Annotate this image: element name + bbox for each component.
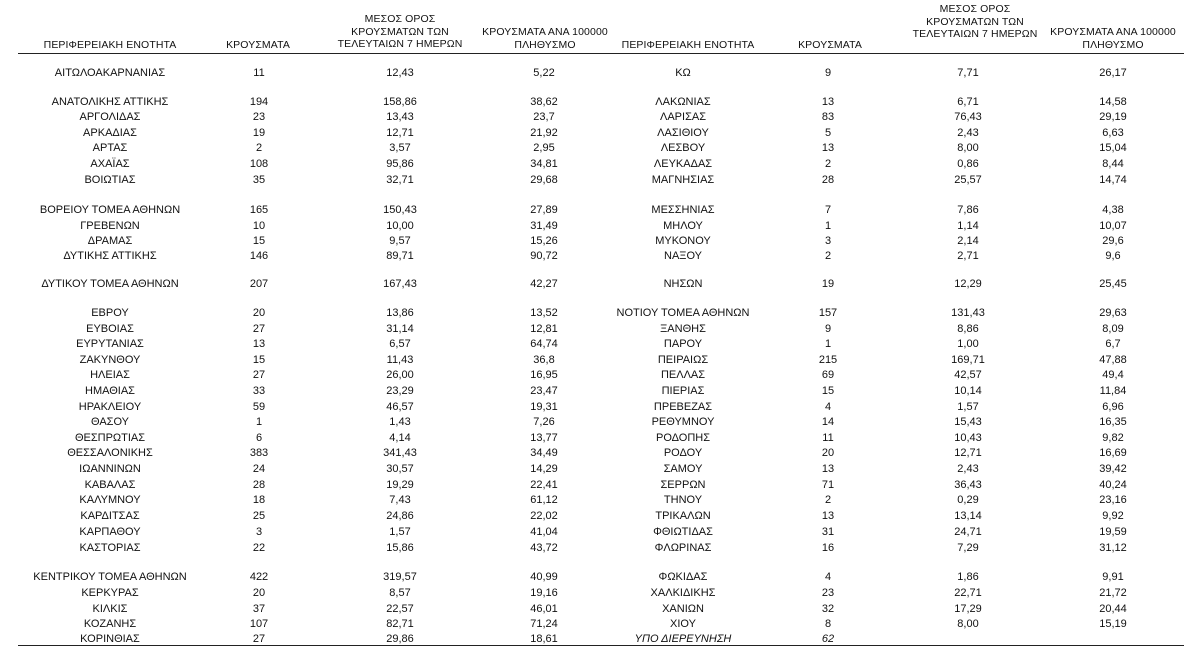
cell-cases: 69 (821, 369, 835, 381)
cell-cases: 3 (255, 526, 263, 538)
cell-avg7: 1,43 (389, 416, 411, 428)
cell-cases: 25 (252, 510, 266, 522)
cell-avg7: 89,71 (386, 250, 414, 262)
cell-cases: 13 (821, 463, 835, 475)
cell-per100k: 9,82 (1102, 432, 1124, 444)
cell-per100k: 15,04 (1099, 142, 1127, 154)
cell-per100k: 6,96 (1102, 401, 1124, 413)
cell-avg7: 6,57 (389, 338, 411, 350)
cell-per100k: 9,91 (1102, 571, 1124, 583)
cell-per100k: 16,69 (1099, 447, 1127, 459)
cell-cases: 19 (821, 278, 835, 290)
cell-avg7: 8,00 (957, 142, 979, 154)
cell-avg7: 46,57 (386, 401, 414, 413)
cell-avg7: 158,86 (383, 96, 417, 108)
cell-per100k: 20,44 (1099, 603, 1127, 615)
cell-per100k: 23,7 (533, 111, 555, 123)
cell-region: ΕΒΡΟΥ (91, 307, 129, 319)
cell-per100k: 41,04 (530, 526, 558, 538)
cell-cases: 18 (252, 494, 266, 506)
cell-cases: 22 (252, 542, 266, 554)
cell-cases: 83 (821, 111, 835, 123)
cell-cases: 15 (821, 385, 835, 397)
cell-region: ΑΡΤΑΣ (92, 142, 128, 154)
cell-cases: 10 (252, 220, 266, 232)
cell-avg7: 1,57 (389, 526, 411, 538)
header-region-right: ΠΕΡΙΦΕΡΕΙΑΚΗ ΕΝΟΤΗΤΑ (621, 39, 755, 51)
cell-avg7: 341,43 (383, 447, 417, 459)
cell-cases: 1 (824, 220, 832, 232)
cell-avg7: 2,14 (957, 235, 979, 247)
cell-avg7: 2,43 (957, 463, 979, 475)
cell-region: ΗΡΑΚΛΕΙΟΥ (78, 401, 142, 413)
header-cases-left: ΚΡΟΥΣΜΑΤΑ (226, 39, 290, 51)
cell-per100k: 43,72 (530, 542, 558, 554)
cell-cases: 2 (824, 158, 832, 170)
cell-cases: 20 (252, 307, 266, 319)
cell-region: ΦΘΙΩΤΙΔΑΣ (653, 526, 713, 538)
cell-avg7: 24,71 (954, 526, 982, 538)
cell-region: ΧΑΝΙΩΝ (662, 603, 704, 615)
cell-cases: 19 (252, 127, 266, 139)
cell-region: ΓΡΕΒΕΝΩΝ (80, 220, 140, 232)
cell-cases: 15 (252, 235, 266, 247)
cell-per100k: 8,44 (1102, 158, 1124, 170)
cell-region: ΥΠΟ ΔΙΕΡΕΥΝΗΣΗ (634, 633, 732, 645)
cell-cases: 16 (821, 542, 835, 554)
cell-per100k: 4,38 (1102, 204, 1124, 216)
cell-cases: 9 (824, 323, 832, 335)
cell-cases: 7 (824, 204, 832, 216)
cell-avg7: 13,14 (954, 510, 982, 522)
cell-region: ΜΑΓΝΗΣΙΑΣ (651, 174, 715, 186)
cell-avg7: 1,14 (957, 220, 979, 232)
cell-per100k: 23,47 (530, 385, 558, 397)
cell-cases: 422 (249, 571, 269, 583)
cell-avg7: 10,00 (386, 220, 414, 232)
cell-avg7: 1,86 (957, 571, 979, 583)
header-per100k-left: ΚΡΟΥΣΜΑΤΑ ΑΝΑ 100000 ΠΛΗΘΥΣΜΟ (482, 26, 608, 51)
cell-region: ΘΕΣΣΑΛΟΝΙΚΗΣ (67, 447, 153, 459)
cell-region: ΖΑΚΥΝΘΟΥ (79, 354, 141, 366)
cell-cases: 2 (255, 142, 263, 154)
cell-region: ΣΕΡΡΩΝ (660, 479, 706, 491)
cell-avg7: 4,14 (389, 432, 411, 444)
cell-avg7: 3,57 (389, 142, 411, 154)
cell-region: ΦΩΚΙΔΑΣ (658, 571, 708, 583)
cell-avg7: 12,71 (386, 127, 414, 139)
cell-per100k: 49,4 (1102, 369, 1124, 381)
cell-cases: 2 (824, 250, 832, 262)
cell-region: ΧΙΟΥ (670, 618, 696, 630)
cell-avg7: 12,43 (386, 67, 414, 79)
cell-per100k: 40,99 (530, 571, 558, 583)
cell-cases: 27 (252, 323, 266, 335)
cell-region: ΚΑΡΠΑΘΟΥ (79, 526, 141, 538)
cell-per100k: 90,72 (530, 250, 558, 262)
cell-cases: 27 (252, 633, 266, 645)
cell-per100k: 21,92 (530, 127, 558, 139)
cell-region: ΛΑΡΙΣΑΣ (659, 111, 707, 123)
cell-per100k: 16,95 (530, 369, 558, 381)
cell-per100k: 42,27 (530, 278, 558, 290)
cell-per100k: 11,84 (1099, 385, 1127, 397)
cell-region: ΛΑΚΩΝΙΑΣ (655, 96, 711, 108)
cell-region: ΚΟΡΙΝΘΙΑΣ (80, 633, 140, 645)
cell-cases: 24 (252, 463, 266, 475)
cell-per100k: 13,77 (530, 432, 558, 444)
cell-avg7: 82,71 (386, 618, 414, 630)
cell-cases: 9 (824, 67, 832, 79)
cell-avg7: 42,57 (954, 369, 982, 381)
cell-region: ΠΙΕΡΙΑΣ (661, 385, 705, 397)
cell-avg7: 29,86 (386, 633, 414, 645)
cell-avg7: 23,29 (386, 385, 414, 397)
cell-region: ΡΟΔΟΥ (663, 447, 703, 459)
cell-region: ΜΗΛΟΥ (663, 220, 703, 232)
cell-cases: 11 (253, 67, 265, 79)
cell-avg7: 12,71 (954, 447, 982, 459)
cell-region: ΝΑΞΟΥ (664, 250, 702, 262)
cell-region: ΚΕΝΤΡΙΚΟΥ ΤΟΜΕΑ ΑΘΗΝΩΝ (33, 571, 187, 583)
cell-cases: 383 (249, 447, 269, 459)
cell-region: ΙΩΑΝΝΙΝΩΝ (79, 463, 141, 475)
cell-avg7: 13,43 (386, 111, 414, 123)
cell-region: ΠΑΡΟΥ (663, 338, 703, 350)
cell-region: ΦΛΩΡΙΝΑΣ (654, 542, 712, 554)
cell-region: ΘΑΣΟΥ (90, 416, 130, 428)
cell-cases: 1 (824, 338, 832, 350)
cell-region: ΗΜΑΘΙΑΣ (85, 385, 135, 397)
cell-per100k: 16,35 (1099, 416, 1127, 428)
cell-region: ΛΕΣΒΟΥ (660, 142, 706, 154)
cell-cases: 23 (821, 587, 835, 599)
cell-region: ΘΕΣΠΡΩΤΙΑΣ (74, 432, 146, 444)
cell-region: ΗΛΕΙΑΣ (90, 369, 130, 381)
cell-cases: 28 (252, 479, 266, 491)
cell-per100k: 2,95 (533, 142, 555, 154)
cell-per100k: 47,88 (1099, 354, 1127, 366)
cell-cases: 107 (249, 618, 269, 630)
cell-avg7: 24,86 (386, 510, 414, 522)
cell-per100k: 61,12 (530, 494, 558, 506)
cell-avg7: 15,43 (954, 416, 982, 428)
cell-region: ΠΡΕΒΕΖΑΣ (653, 401, 713, 413)
cell-avg7: 167,43 (383, 278, 417, 290)
cell-avg7: 7,29 (957, 542, 979, 554)
cell-per100k: 34,81 (530, 158, 558, 170)
cell-avg7: 150,43 (383, 204, 417, 216)
cell-cases: 215 (818, 354, 838, 366)
cell-avg7: 7,86 (957, 204, 979, 216)
cell-region: ΚΟΖΑΝΗΣ (83, 618, 137, 630)
cell-per100k: 29,68 (530, 174, 558, 186)
cell-per100k: 25,45 (1099, 278, 1127, 290)
cell-avg7: 8,57 (389, 587, 411, 599)
cell-region: ΤΡΙΚΑΛΩΝ (655, 510, 711, 522)
cell-avg7: 6,71 (957, 96, 979, 108)
cell-region: ΑΡΚΑΔΙΑΣ (83, 127, 137, 139)
cell-avg7: 76,43 (954, 111, 982, 123)
cell-avg7: 8,00 (957, 618, 979, 630)
cell-region: ΠΕΛΛΑΣ (660, 369, 706, 381)
cell-cases: 4 (824, 571, 832, 583)
cell-region: ΚΑΣΤΟΡΙΑΣ (79, 542, 141, 554)
cell-avg7: 12,29 (954, 278, 982, 290)
cell-cases: 5 (824, 127, 832, 139)
cell-cases: 157 (818, 307, 838, 319)
cell-avg7: 9,57 (389, 235, 411, 247)
cell-per100k: 21,72 (1099, 587, 1127, 599)
cell-region: ΔΡΑΜΑΣ (87, 235, 133, 247)
cell-per100k: 22,41 (530, 479, 558, 491)
cell-region: ΚΑΡΔΙΤΣΑΣ (80, 510, 140, 522)
cell-per100k: 71,24 (530, 618, 558, 630)
cell-region: ΚΑΒΑΛΑΣ (84, 479, 136, 491)
cell-per100k: 39,42 (1099, 463, 1127, 475)
cell-avg7: 26,00 (386, 369, 414, 381)
cell-avg7: 32,71 (386, 174, 414, 186)
cell-per100k: 40,24 (1099, 479, 1127, 491)
cell-per100k: 6,63 (1102, 127, 1124, 139)
cell-cases: 1 (255, 416, 263, 428)
cell-per100k: 29,63 (1099, 307, 1127, 319)
cell-region: ΑΧΑΪΑΣ (90, 158, 130, 170)
cell-per100k: 18,61 (530, 633, 558, 645)
cell-per100k: 14,74 (1099, 174, 1127, 186)
cell-region: ΜΥΚΟΝΟΥ (655, 235, 711, 247)
cell-per100k: 46,01 (530, 603, 558, 615)
cell-cases: 33 (252, 385, 266, 397)
cell-cases: 3 (824, 235, 832, 247)
cell-region: ΑΙΤΩΛΟΑΚΑΡΝΑΝΙΑΣ (54, 67, 166, 79)
cell-per100k: 15,26 (530, 235, 558, 247)
cell-cases: 207 (249, 278, 269, 290)
cell-cases: 20 (821, 447, 835, 459)
cell-avg7: 1,57 (957, 401, 979, 413)
cell-cases: 108 (249, 158, 269, 170)
cell-region: ΞΑΝΘΗΣ (660, 323, 706, 335)
cell-cases: 165 (249, 204, 269, 216)
header-region-left: ΠΕΡΙΦΕΡΕΙΑΚΗ ΕΝΟΤΗΤΑ (43, 39, 177, 51)
cell-per100k: 12,81 (530, 323, 558, 335)
cell-avg7: 11,43 (386, 354, 414, 366)
cell-avg7: 13,86 (386, 307, 414, 319)
cell-per100k: 5,22 (533, 67, 555, 79)
cell-avg7: 319,57 (383, 571, 417, 583)
cell-cases: 71 (821, 479, 835, 491)
cell-per100k: 29,19 (1099, 111, 1127, 123)
cell-avg7: 131,43 (951, 307, 985, 319)
cell-avg7: 30,57 (386, 463, 414, 475)
cell-avg7: 25,57 (954, 174, 982, 186)
cell-avg7: 10,14 (954, 385, 982, 397)
bottom-rule (18, 645, 1184, 646)
cell-avg7: 36,43 (954, 479, 982, 491)
cell-per100k: 36,8 (533, 354, 555, 366)
cell-per100k: 15,19 (1099, 618, 1127, 630)
cell-per100k: 64,74 (530, 338, 558, 350)
cell-region: ΛΑΣΙΘΙΟΥ (657, 127, 709, 139)
cell-cases: 59 (252, 401, 266, 413)
cell-region: ΡΟΔΟΠΗΣ (655, 432, 711, 444)
cell-region: ΚΑΛΥΜΝΟΥ (79, 494, 141, 506)
cell-avg7: 8,86 (957, 323, 979, 335)
cell-cases: 6 (255, 432, 263, 444)
cell-per100k: 14,29 (530, 463, 558, 475)
cell-region: ΔΥΤΙΚΟΥ ΤΟΜΕΑ ΑΘΗΝΩΝ (41, 278, 179, 290)
cell-region: ΑΝΑΤΟΛΙΚΗΣ ΑΤΤΙΚΗΣ (51, 96, 169, 108)
cell-avg7: 22,71 (954, 587, 982, 599)
cell-cases: 62 (821, 633, 835, 645)
cell-per100k: 9,6 (1105, 250, 1121, 262)
cell-cases: 13 (821, 510, 835, 522)
cell-avg7: 2,71 (957, 250, 979, 262)
cell-per100k: 6,7 (1105, 338, 1121, 350)
cell-avg7: 19,29 (386, 479, 414, 491)
cell-cases: 28 (821, 174, 835, 186)
cell-avg7: 2,43 (957, 127, 979, 139)
cell-cases: 37 (252, 603, 266, 615)
cell-region: ΡΕΘΥΜΝΟΥ (651, 416, 715, 428)
cell-region: ΝΗΣΩΝ (663, 278, 703, 290)
cell-region: ΔΥΤΙΚΗΣ ΑΤΤΙΚΗΣ (63, 250, 157, 262)
cell-cases: 32 (821, 603, 835, 615)
cell-region: ΧΑΛΚΙΔΙΚΗΣ (650, 587, 716, 599)
cell-avg7: 0,86 (957, 158, 979, 170)
cell-avg7: 22,57 (386, 603, 414, 615)
cell-region: ΛΕΥΚΑΔΑΣ (653, 158, 713, 170)
cell-avg7: 7,43 (389, 494, 411, 506)
header-cases-right: ΚΡΟΥΣΜΑΤΑ (798, 39, 862, 51)
cell-avg7: 0,29 (957, 494, 979, 506)
cell-cases: 4 (824, 401, 832, 413)
cell-per100k: 19,16 (530, 587, 558, 599)
cell-avg7: 15,86 (386, 542, 414, 554)
cell-cases: 13 (821, 96, 835, 108)
cell-cases: 13 (821, 142, 835, 154)
cell-per100k: 7,26 (533, 416, 555, 428)
cell-avg7: 7,71 (957, 67, 979, 79)
cell-cases: 27 (252, 369, 266, 381)
cell-avg7: 31,14 (386, 323, 414, 335)
cell-per100k: 26,17 (1099, 67, 1127, 79)
cell-cases: 8 (824, 618, 832, 630)
cell-cases: 20 (252, 587, 266, 599)
cell-per100k: 8,09 (1102, 323, 1124, 335)
header-rule (18, 53, 1184, 54)
cell-cases: 35 (252, 174, 266, 186)
cell-cases: 15 (252, 354, 266, 366)
cell-per100k: 27,89 (530, 204, 558, 216)
header-per100k-right: ΚΡΟΥΣΜΑΤΑ ΑΝΑ 100000 ΠΛΗΘΥΣΜΟ (1050, 26, 1176, 51)
cell-cases: 23 (252, 111, 266, 123)
cell-per100k: 14,58 (1099, 96, 1127, 108)
cell-region: ΕΥΒΟΙΑΣ (86, 323, 134, 335)
cell-per100k: 38,62 (530, 96, 558, 108)
cell-avg7: 10,43 (954, 432, 982, 444)
cell-per100k: 34,49 (530, 447, 558, 459)
cell-per100k: 31,49 (530, 220, 558, 232)
cell-per100k: 22,02 (530, 510, 558, 522)
cell-region: ΚΩ (675, 67, 691, 79)
cell-region: ΑΡΓΟΛΙΔΑΣ (79, 111, 141, 123)
cell-per100k: 13,52 (530, 307, 558, 319)
cell-avg7: 17,29 (954, 603, 982, 615)
cell-cases: 31 (821, 526, 835, 538)
cell-region: ΤΗΝΟΥ (663, 494, 703, 506)
cell-avg7: 1,00 (957, 338, 979, 350)
cell-per100k: 10,07 (1099, 220, 1127, 232)
cell-region: ΠΕΙΡΑΙΩΣ (657, 354, 709, 366)
cell-cases: 194 (249, 96, 269, 108)
cell-per100k: 19,59 (1099, 526, 1127, 538)
cell-per100k: 29,6 (1102, 235, 1124, 247)
cell-region: ΣΑΜΟΥ (663, 463, 703, 475)
cell-per100k: 19,31 (530, 401, 558, 413)
cell-per100k: 9,92 (1102, 510, 1124, 522)
cell-cases: 13 (252, 338, 266, 350)
cell-region: ΒΟΙΩΤΙΑΣ (84, 174, 136, 186)
cell-region: ΝΟΤΙΟΥ ΤΟΜΕΑ ΑΘΗΝΩΝ (616, 307, 750, 319)
header-avg-left: ΜΕΣΟΣ ΟΡΟΣ ΚΡΟΥΣΜΑΤΩΝ ΤΩΝ ΤΕΛΕΥΤΑΙΩΝ 7 ΗΜΕΡΩΝ (337, 13, 463, 50)
cell-avg7: 169,71 (951, 354, 985, 366)
cell-per100k: 31,12 (1099, 542, 1127, 554)
header-avg-right: ΜΕΣΟΣ ΟΡΟΣ ΚΡΟΥΣΜΑΤΩΝ ΤΩΝ ΤΕΛΕΥΤΑΙΩΝ 7 ΗΜΕΡΩΝ (912, 3, 1038, 40)
cell-region: ΜΕΣΣΗΝΙΑΣ (651, 204, 715, 216)
cell-cases: 14 (821, 416, 835, 428)
cell-avg7: 95,86 (386, 158, 414, 170)
cell-cases: 11 (822, 432, 834, 444)
cell-region: ΕΥΡΥΤΑΝΙΑΣ (76, 338, 144, 350)
cell-region: ΚΕΡΚΥΡΑΣ (81, 587, 139, 599)
cell-per100k: 23,16 (1099, 494, 1127, 506)
cell-cases: 2 (824, 494, 832, 506)
cell-region: ΚΙΛΚΙΣ (92, 603, 128, 615)
cell-cases: 146 (249, 250, 269, 262)
cell-region: ΒΟΡΕΙΟΥ ΤΟΜΕΑ ΑΘΗΝΩΝ (39, 204, 181, 216)
